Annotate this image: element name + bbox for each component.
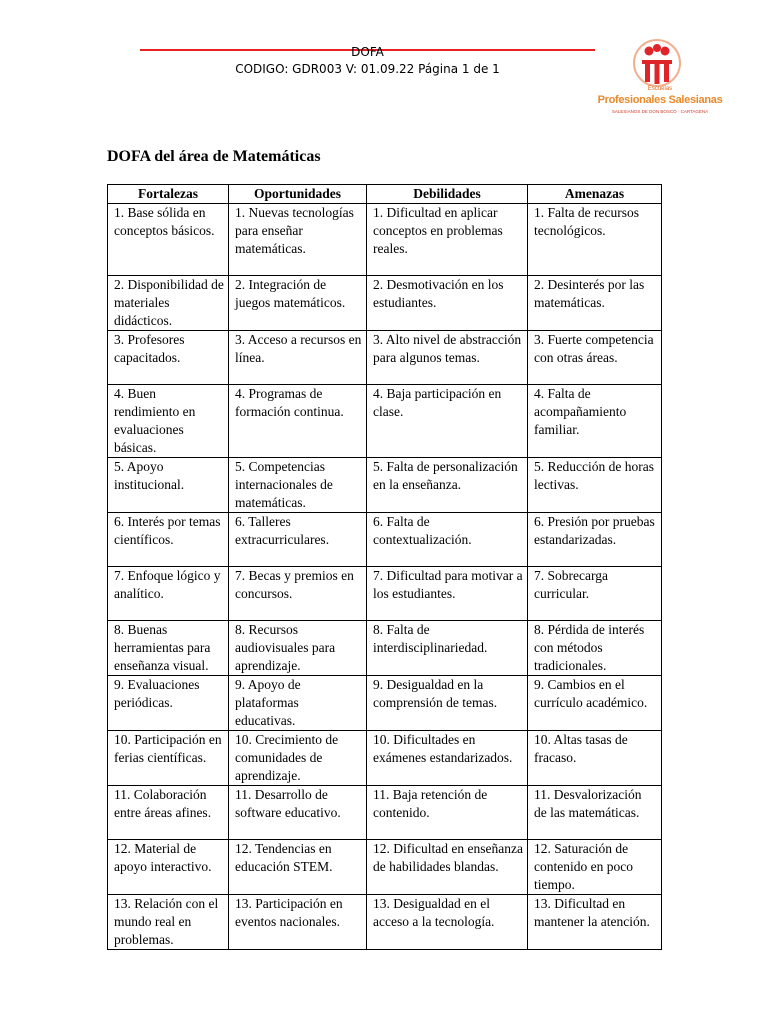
table-row: [108, 458, 662, 513]
header-code-line: CODIGO: GDR003 V: 01.09.22 Página 1 de 1: [235, 62, 500, 76]
table-cell: 5. Competencias internacionales de matemáticas.: [229, 458, 367, 513]
table-cell: 4. Buen rendimiento en evaluaciones básicas.: [108, 385, 229, 458]
table-body: [108, 204, 662, 950]
table-cell: 11. Desarrollo de software educativo.: [229, 786, 367, 840]
salesian-logo-icon: [632, 38, 682, 88]
table-cell: 11. Colaboración entre áreas afines.: [108, 786, 229, 840]
table-cell: 13. Dificultad en mantener la atención.: [528, 895, 662, 950]
document-title: DOFA del área de Matemáticas: [107, 148, 321, 165]
header-title: DOFA: [351, 45, 384, 59]
table-cell: 3. Profesores capacitados.: [108, 331, 229, 385]
table-cell: 3. Alto nivel de abstracción para algunos temas.: [367, 331, 528, 385]
table-cell: 6. Talleres extracurriculares.: [229, 513, 367, 567]
table-cell: 6. Presión por pruebas estandarizadas.: [528, 513, 662, 567]
table-cell: 12. Tendencias en educación STEM.: [229, 840, 367, 895]
logo-subtitle: SALESIANOS DE DON BOSCO · CARTAGENA: [611, 109, 709, 114]
table-cell: 3. Acceso a recursos en línea.: [229, 331, 367, 385]
logo-name: Profesionales Salesianas: [597, 94, 723, 106]
table-row: [108, 786, 662, 840]
logo: [594, 38, 726, 120]
table-cell: 13. Relación con el mundo real en problemas.: [108, 895, 229, 950]
table-cell: 10. Crecimiento de comunidades de aprendizaje.: [229, 731, 367, 786]
table-row: [108, 621, 662, 676]
table-cell: 7. Becas y premios en concursos.: [229, 567, 367, 621]
table-cell: 12. Material de apoyo interactivo.: [108, 840, 229, 895]
table-cell: 7. Enfoque lógico y analítico.: [108, 567, 229, 621]
table-cell: 1. Dificultad en aplicar conceptos en problemas reales.: [367, 204, 528, 276]
table-cell: 4. Baja participación en clase.: [367, 385, 528, 458]
table-cell: 6. Falta de contextualización.: [367, 513, 528, 567]
table-cell: 12. Dificultad en enseñanza de habilidades blandas.: [367, 840, 528, 895]
column-header: Amenazas: [528, 185, 662, 204]
table-cell: 13. Desigualdad en el acceso a la tecnología.: [367, 895, 528, 950]
table-cell: 12. Saturación de contenido en poco tiempo.: [528, 840, 662, 895]
table-cell: 10. Participación en ferias científicas.: [108, 731, 229, 786]
table-row: [108, 513, 662, 567]
table-cell: 2. Desinterés por las matemáticas.: [528, 276, 662, 331]
table-cell: 13. Participación en eventos nacionales.: [229, 895, 367, 950]
column-header: Fortalezas: [108, 185, 229, 204]
table-cell: 9. Cambios en el currículo académico.: [528, 676, 662, 731]
dofa-table: [107, 184, 662, 950]
table-cell: 1. Nuevas tecnologías para enseñar matemáticas.: [229, 204, 367, 276]
table-cell: 8. Falta de interdisciplinariedad.: [367, 621, 528, 676]
table-row: [108, 731, 662, 786]
table-cell: 9. Desigualdad en la comprensión de temas.: [367, 676, 528, 731]
table-cell: 4. Falta de acompañamiento familiar.: [528, 385, 662, 458]
table-row: [108, 895, 662, 950]
table-cell: 5. Falta de personalización en la enseñanza.: [367, 458, 528, 513]
table-row: [108, 276, 662, 331]
table-cell: 6. Interés por temas científicos.: [108, 513, 229, 567]
table-header-row: [108, 185, 662, 204]
table-cell: 9. Evaluaciones periódicas.: [108, 676, 229, 731]
table-cell: 10. Dificultades en exámenes estandarizados.: [367, 731, 528, 786]
column-header: Oportunidades: [229, 185, 367, 204]
table-cell: 1. Base sólida en conceptos básicos.: [108, 204, 229, 276]
table-cell: 11. Desvalorización de las matemáticas.: [528, 786, 662, 840]
table-cell: 7. Dificultad para motivar a los estudiantes.: [367, 567, 528, 621]
table-cell: 2. Disponibilidad de materiales didácticos.: [108, 276, 229, 331]
logo-small-text: Escuelas: [647, 86, 673, 92]
table-cell: 2. Desmotivación en los estudiantes.: [367, 276, 528, 331]
table-cell: 2. Integración de juegos matemáticos.: [229, 276, 367, 331]
table-row: [108, 567, 662, 621]
table-cell: 8. Buenas herramientas para enseñanza visual.: [108, 621, 229, 676]
table-cell: 4. Programas de formación continua.: [229, 385, 367, 458]
table-cell: 7. Sobrecarga curricular.: [528, 567, 662, 621]
table-row: [108, 676, 662, 731]
table-row: [108, 840, 662, 895]
table-row: [108, 204, 662, 276]
table-row: [108, 385, 662, 458]
table-cell: 10. Altas tasas de fracaso.: [528, 731, 662, 786]
table-cell: 5. Reducción de horas lectivas.: [528, 458, 662, 513]
table-row: [108, 331, 662, 385]
table-cell: 1. Falta de recursos tecnológicos.: [528, 204, 662, 276]
column-header: Debilidades: [367, 185, 528, 204]
table-cell: 3. Fuerte competencia con otras áreas.: [528, 331, 662, 385]
table-cell: 5. Apoyo institucional.: [108, 458, 229, 513]
table-cell: 8. Pérdida de interés con métodos tradicionales.: [528, 621, 662, 676]
table-cell: 8. Recursos audiovisuales para aprendizaje.: [229, 621, 367, 676]
table-cell: 11. Baja retención de contenido.: [367, 786, 528, 840]
table-cell: 9. Apoyo de plataformas educativas.: [229, 676, 367, 731]
